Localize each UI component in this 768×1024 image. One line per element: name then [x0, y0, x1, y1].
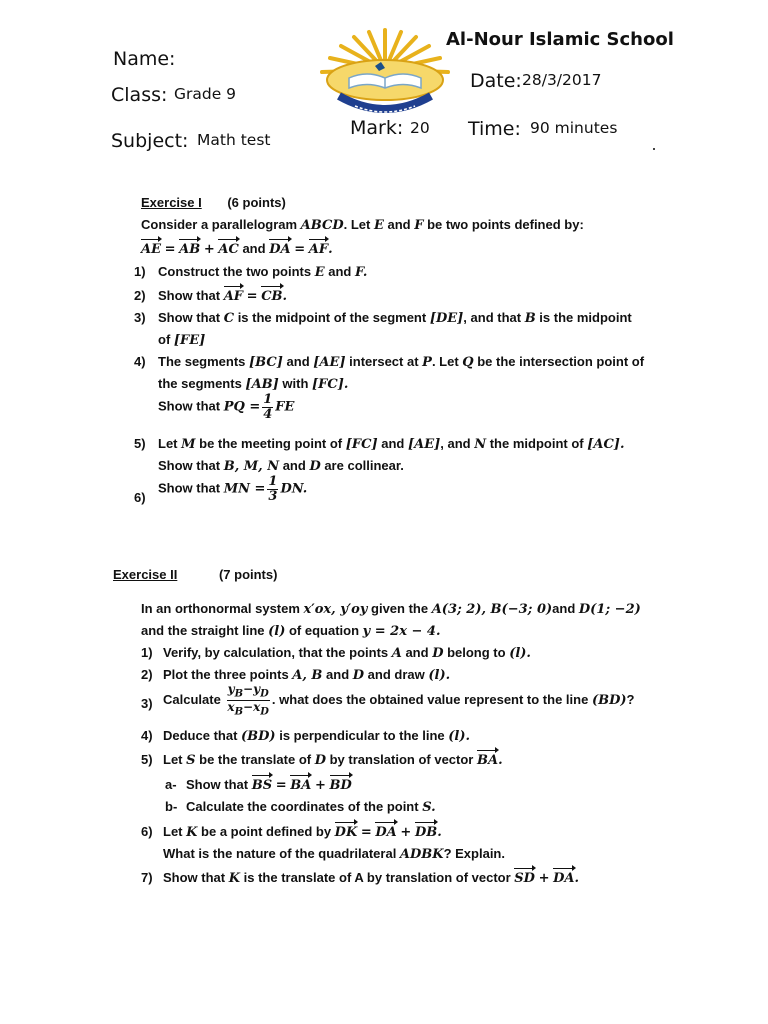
stray-dot	[653, 148, 655, 150]
ex2-q5-number: 5)	[141, 752, 153, 767]
exercise2-title: Exercise II	[113, 567, 178, 582]
exercise1-heading	[141, 195, 286, 210]
ex2-q6: Let K be a point defined by DK = DA + DB.	[163, 824, 442, 840]
exercise1-points: (6 points)	[227, 195, 286, 210]
exercise1-intro: Consider a parallelogram ABCD. Let E and F be two points defined by:	[141, 217, 584, 233]
ex2-q5a-label: a-	[165, 777, 177, 792]
ex1-q6-number: 6)	[134, 490, 146, 505]
ex1-q5-cont: Show that B, M, N and D are collinear.	[158, 458, 404, 474]
ex1-q3: Show that C is the midpoint of the segment [DE], and that B is the midpoint	[158, 310, 632, 326]
ex2-q5a: Show that BS = BA + BD	[186, 777, 352, 793]
exercise2-intro-cont: and the straight line (l) of equation y = 2x − 4.	[141, 623, 441, 639]
exercise1-definitions: AE = AB + AC and DA = AF.	[141, 241, 333, 257]
mark-value: 20	[410, 119, 430, 137]
ex2-q5: Let S be the translate of D by translation of vector BA.	[163, 752, 503, 768]
class-value: Grade 9	[174, 85, 237, 103]
ex1-q4-cont: the segments [AB] with [FC].	[158, 376, 349, 392]
ex2-q6-number: 6)	[141, 824, 153, 839]
ex2-q7: Show that K is the translate of A by translation of vector SD + DA.	[163, 870, 580, 886]
ex1-q3-number: 3)	[134, 310, 146, 325]
name-label: Name:	[113, 48, 176, 70]
ex1-q1-number: 1)	[134, 264, 146, 279]
ex2-q5b-label: b-	[165, 799, 178, 814]
ex2-q4: Deduce that (BD) is perpendicular to the line (l).	[163, 728, 471, 744]
date-label: Date:	[470, 70, 522, 92]
ex2-q2: Plot the three points A, B and D and draw (l).	[163, 667, 451, 683]
ex1-q5: Let M be the meeting point of [FC] and [AE], and N the midpoint of [AC].	[158, 436, 625, 452]
school-name: Al-Nour Islamic School	[446, 29, 674, 50]
ex1-q5-number: 5)	[134, 436, 146, 451]
subject-value: Math test	[197, 131, 271, 149]
ex2-q4-number: 4)	[141, 728, 153, 743]
ex1-q2: Show that AF = CB.	[158, 288, 288, 304]
ex1-q4: The segments [BC] and [AE] intersect at P. Let Q be the intersection point of	[158, 354, 645, 370]
ex2-q5b: Calculate the coordinates of the point S.	[186, 799, 436, 815]
exercise2-points: (7 points)	[218, 567, 278, 582]
exercise1-title: Exercise I	[141, 195, 202, 210]
subject-label: Subject:	[111, 130, 189, 152]
exercise2-intro: In an orthonormal system x′ox, y′oy given the A(3; 2), B(−3; 0)and D(1; −2)	[141, 601, 641, 617]
ex1-q6: Show that MN = $\frac{1}{3}$ DN.	[158, 474, 308, 504]
mark-label: Mark:	[350, 117, 404, 139]
exercise2-heading	[113, 567, 277, 582]
class-label: Class:	[111, 84, 168, 106]
ex1-q4-show: Show that PQ = $\frac{1}{4}$ FE	[158, 392, 295, 422]
ex2-q1: Verify, by calculation, that the points A and D belong to (l).	[163, 645, 531, 661]
ex1-q4-number: 4)	[134, 354, 146, 369]
ex1-q2-number: 2)	[134, 288, 146, 303]
ex2-q1-number: 1)	[141, 645, 153, 660]
ex2-q6-cont: What is the nature of the quadrilateral ADBK? Explain.	[163, 846, 505, 862]
ex2-q7-number: 7)	[141, 870, 153, 885]
date-value: 28/3/2017	[522, 71, 602, 89]
ex1-q3-cont: of [FE]	[158, 332, 206, 348]
ex2-q3-number: 3)	[141, 696, 153, 711]
time-value: 90 minutes	[530, 119, 618, 137]
ex2-q2-number: 2)	[141, 667, 153, 682]
ex1-q1: Construct the two points E and F.	[158, 264, 368, 280]
ex2-q3: Calculate $\frac{y_B-y_D}{x_B-x_D}$ . what does the obtained value represent to the line (BD)?	[163, 682, 635, 718]
time-label: Time:	[468, 118, 521, 140]
